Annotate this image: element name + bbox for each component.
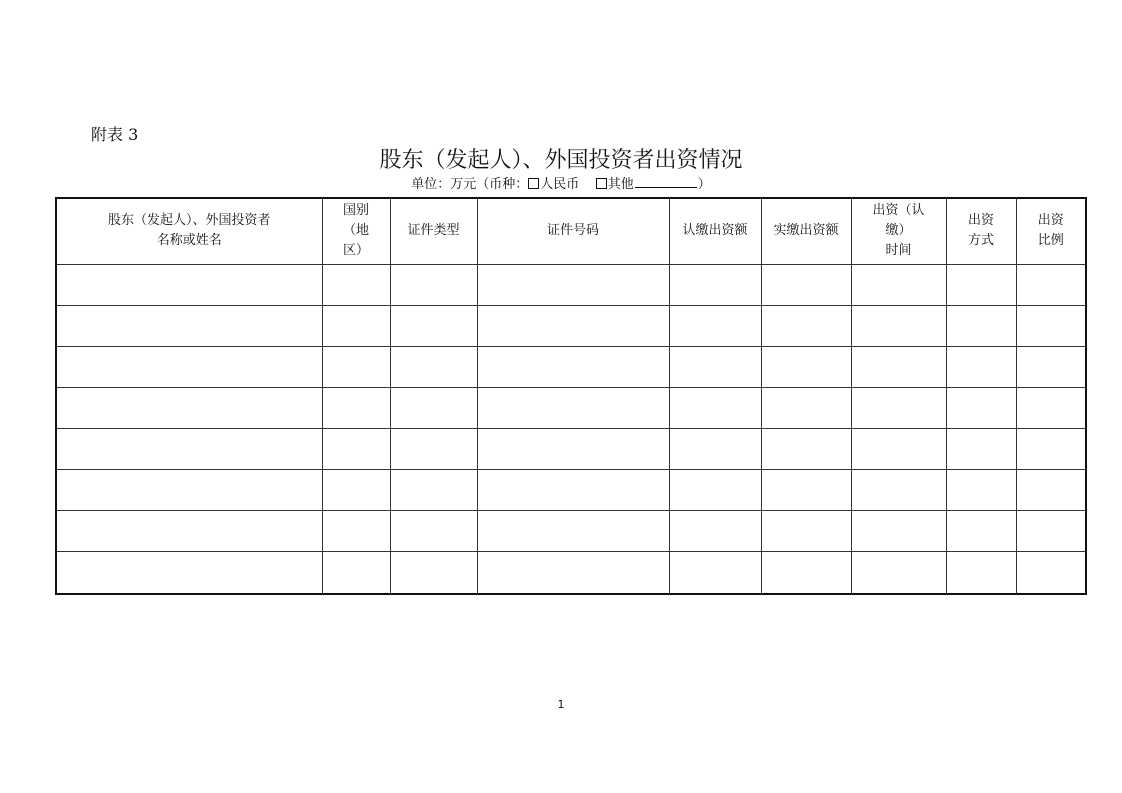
cell-country[interactable] bbox=[322, 510, 390, 551]
header-shareholder-name: 股东（发起人）、外国投资者 名称或姓名 bbox=[57, 199, 322, 264]
cell-subscribed[interactable] bbox=[669, 346, 761, 387]
cell-id-number[interactable] bbox=[477, 428, 669, 469]
cell-name[interactable] bbox=[57, 469, 322, 510]
cell-subscribed[interactable] bbox=[669, 469, 761, 510]
cell-id-number[interactable] bbox=[477, 469, 669, 510]
cell-contribution-method[interactable] bbox=[946, 387, 1016, 428]
cell-id-type[interactable] bbox=[390, 387, 477, 428]
cell-contribution-method[interactable] bbox=[946, 305, 1016, 346]
unit-line bbox=[0, 176, 1122, 194]
cell-id-number[interactable] bbox=[477, 551, 669, 594]
rmb-checkbox[interactable] bbox=[528, 178, 539, 189]
other-currency-blank[interactable] bbox=[635, 176, 697, 188]
header-id-type: 证件类型 bbox=[390, 199, 477, 264]
document-title: 股东（发起人）、外国投资者出资情况 bbox=[379, 148, 743, 173]
cell-name[interactable] bbox=[57, 264, 322, 305]
cell-id-type[interactable] bbox=[390, 305, 477, 346]
cell-contribution-time[interactable] bbox=[851, 428, 946, 469]
cell-country[interactable] bbox=[322, 469, 390, 510]
cell-id-number[interactable] bbox=[477, 264, 669, 305]
cell-subscribed[interactable] bbox=[669, 264, 761, 305]
cell-paid[interactable] bbox=[761, 346, 851, 387]
cell-paid[interactable] bbox=[761, 510, 851, 551]
table-header-row bbox=[57, 199, 1085, 264]
cell-paid[interactable] bbox=[761, 428, 851, 469]
cell-contribution-ratio[interactable] bbox=[1016, 346, 1085, 387]
cell-paid[interactable] bbox=[761, 551, 851, 594]
cell-name[interactable] bbox=[57, 346, 322, 387]
cell-country[interactable] bbox=[322, 428, 390, 469]
cell-contribution-method[interactable] bbox=[946, 428, 1016, 469]
attachment-label: 附表 3 bbox=[91, 125, 139, 144]
cell-contribution-method[interactable] bbox=[946, 510, 1016, 551]
table-body bbox=[57, 264, 1085, 594]
cell-id-type[interactable] bbox=[390, 264, 477, 305]
unit-prefix: 单位：万元（币种： bbox=[411, 177, 529, 192]
cell-id-number[interactable] bbox=[477, 510, 669, 551]
cell-contribution-ratio[interactable] bbox=[1016, 551, 1085, 594]
other-currency-checkbox[interactable] bbox=[596, 178, 607, 189]
cell-contribution-method[interactable] bbox=[946, 346, 1016, 387]
cell-country[interactable] bbox=[322, 264, 390, 305]
cell-contribution-ratio[interactable] bbox=[1016, 305, 1085, 346]
cell-paid[interactable] bbox=[761, 264, 851, 305]
cell-name[interactable] bbox=[57, 428, 322, 469]
table-row bbox=[57, 510, 1085, 551]
cell-subscribed[interactable] bbox=[669, 387, 761, 428]
cell-id-number[interactable] bbox=[477, 305, 669, 346]
cell-country[interactable] bbox=[322, 346, 390, 387]
cell-id-number[interactable] bbox=[477, 346, 669, 387]
cell-contribution-ratio[interactable] bbox=[1016, 264, 1085, 305]
header-id-number: 证件号码 bbox=[477, 199, 669, 264]
unit-suffix: ） bbox=[697, 177, 711, 192]
cell-subscribed[interactable] bbox=[669, 305, 761, 346]
cell-contribution-method[interactable] bbox=[946, 264, 1016, 305]
cell-contribution-ratio[interactable] bbox=[1016, 428, 1085, 469]
cell-country[interactable] bbox=[322, 305, 390, 346]
header-country-region: 国别 （地 区） bbox=[322, 199, 390, 264]
cell-subscribed[interactable] bbox=[669, 551, 761, 594]
cell-id-number[interactable] bbox=[477, 387, 669, 428]
cell-contribution-time[interactable] bbox=[851, 510, 946, 551]
cell-name[interactable] bbox=[57, 551, 322, 594]
table-row bbox=[57, 469, 1085, 510]
header-contribution-ratio: 出资 比例 bbox=[1016, 199, 1085, 264]
cell-contribution-ratio[interactable] bbox=[1016, 387, 1085, 428]
header-subscribed-capital: 认缴出资额 bbox=[669, 199, 761, 264]
cell-country[interactable] bbox=[322, 551, 390, 594]
cell-country[interactable] bbox=[322, 387, 390, 428]
cell-paid[interactable] bbox=[761, 387, 851, 428]
cell-contribution-ratio[interactable] bbox=[1016, 510, 1085, 551]
cell-id-type[interactable] bbox=[390, 551, 477, 594]
cell-id-type[interactable] bbox=[390, 346, 477, 387]
cell-name[interactable] bbox=[57, 305, 322, 346]
cell-paid[interactable] bbox=[761, 305, 851, 346]
cell-contribution-time[interactable] bbox=[851, 469, 946, 510]
investment-table-frame bbox=[55, 197, 1087, 595]
other-option-label: 其他 bbox=[607, 177, 634, 192]
cell-contribution-time[interactable] bbox=[851, 551, 946, 594]
cell-contribution-time[interactable] bbox=[851, 264, 946, 305]
cell-id-type[interactable] bbox=[390, 469, 477, 510]
table-row bbox=[57, 264, 1085, 305]
cell-subscribed[interactable] bbox=[669, 428, 761, 469]
header-contribution-method: 出资 方式 bbox=[946, 199, 1016, 264]
cell-id-type[interactable] bbox=[390, 510, 477, 551]
cell-contribution-time[interactable] bbox=[851, 387, 946, 428]
cell-contribution-time[interactable] bbox=[851, 305, 946, 346]
table-row bbox=[57, 305, 1085, 346]
cell-name[interactable] bbox=[57, 387, 322, 428]
table-row bbox=[57, 346, 1085, 387]
table-row bbox=[57, 387, 1085, 428]
page-number: 1 bbox=[557, 698, 565, 711]
cell-subscribed[interactable] bbox=[669, 510, 761, 551]
cell-contribution-method[interactable] bbox=[946, 551, 1016, 594]
cell-name[interactable] bbox=[57, 510, 322, 551]
header-contribution-time: 出资（认 缴） 时间 bbox=[851, 199, 946, 264]
table-row bbox=[57, 551, 1085, 594]
rmb-option-label: 人民币 bbox=[540, 177, 580, 192]
cell-contribution-method[interactable] bbox=[946, 469, 1016, 510]
cell-contribution-ratio[interactable] bbox=[1016, 469, 1085, 510]
table-row bbox=[57, 428, 1085, 469]
header-paid-capital: 实缴出资额 bbox=[761, 199, 851, 264]
investment-table bbox=[57, 199, 1085, 594]
cell-contribution-time[interactable] bbox=[851, 346, 946, 387]
cell-paid[interactable] bbox=[761, 469, 851, 510]
cell-id-type[interactable] bbox=[390, 428, 477, 469]
